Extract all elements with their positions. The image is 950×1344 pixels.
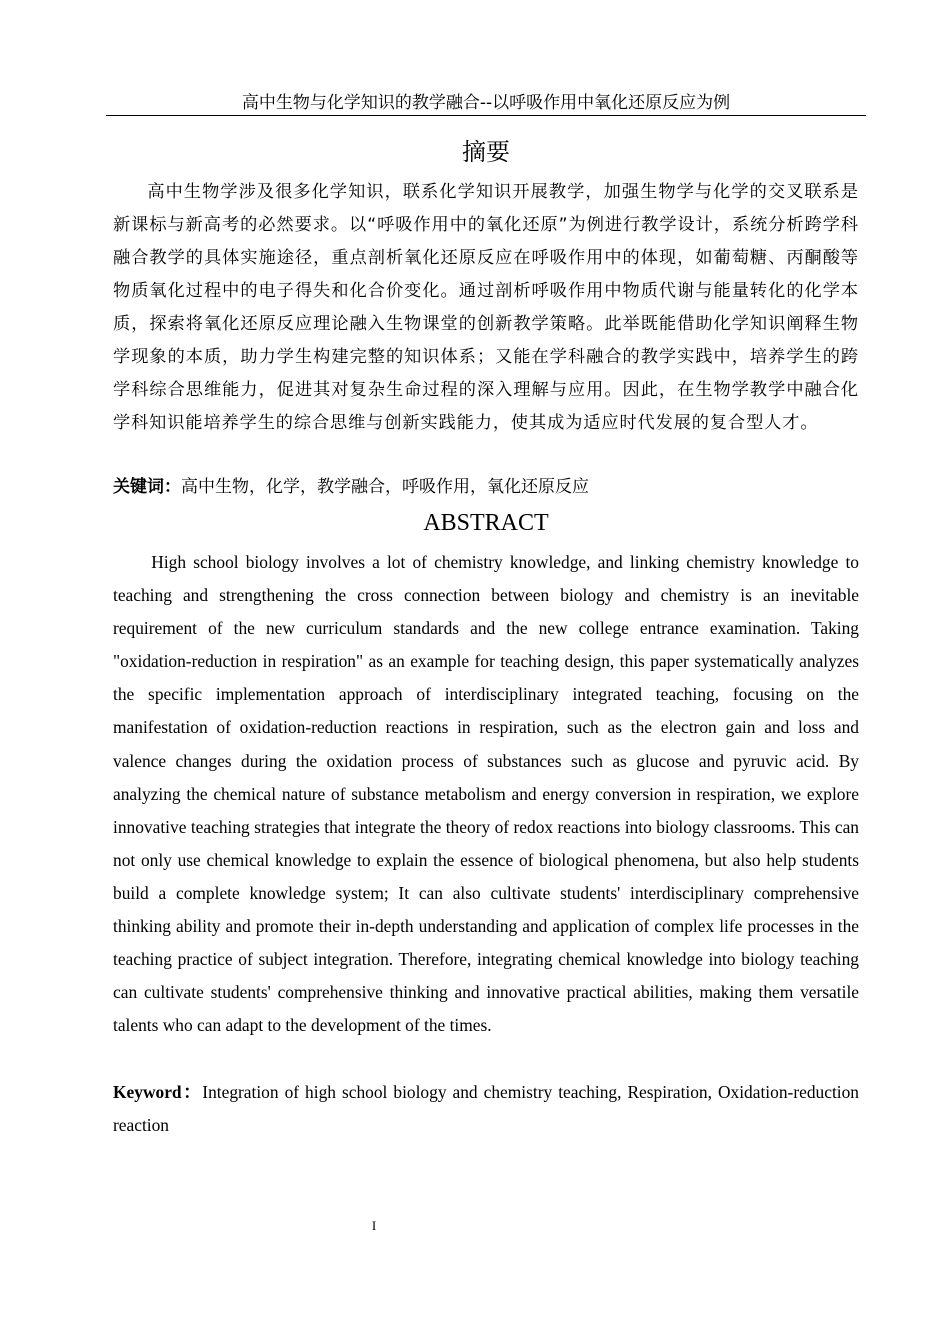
running-header: 高中生物与化学知识的教学融合--以呼吸作用中氧化还原反应为例 — [241, 93, 731, 113]
english-abstract-title: ABSTRACT — [423, 510, 549, 536]
english-abstract-body: High school biology involves a lot of chemistry knowledge, and linking chemistry knowledge to teaching and strengthening the cross connection between biology and chemistry is an inevitable requirement of the new curriculum standards and the new college entrance examination. Taking "oxidation-reduction in respiration" as an example for teaching design, this paper systematically analyzes the specific implementation approach of interdisciplinary integrated teaching, focusing on the manifestation of oxidation-reduction reactions in respiration, such as the electron gain and loss and valence changes during the oxidation process of substances such as glucose and pyruvic acid. By analyzing the chemical nature of substance metabolism and energy conversion in respiration, we explore innovative teaching strategies that integrate the theory of redox reactions into biology classrooms. This can not only use chemical knowledge to explain the essence of biological phenomena, but also help students build a complete knowledge system; It can also cultivate students' interdisciplinary comprehensive thinking ability and promote their in-depth understanding and application of complex life processes in the teaching practice of subject integration. Therefore, integrating chemical knowledge into biology teaching can cultivate students' comprehensive thinking and innovative practical abilities, making them versatile talents who can adapt to the development of the times. — [113, 552, 859, 1036]
chinese-keywords-label: 关键词： — [113, 477, 181, 497]
chinese-keywords-text: 高中生物，化学，教学融合，呼吸作用，氧化还原反应 — [181, 477, 589, 497]
chinese-abstract-body: 高中生物学涉及很多化学知识，联系化学知识开展教学，加强生物学与化学的交叉联系是新课标与新高考的必然要求。以“呼吸作用中的氧化还原”为例进行教学设计，系统分析跨学科融合教学的具体实施途径，重点剖析氧化还原反应在呼吸作用中的体现，如葡萄糖、丙酮酸等物质氧化过程中的电子得失和化合价变化。通过剖析呼吸作用中物质代谢与能量转化的化学本质，探索将氧化还原反应理论融入生物课堂的创新教学策略。此举既能借助化学知识阐释生物学现象的本质，助力学生构建完整的知识体系；又能在学科融合的教学实践中，培养学生的跨学科综合思维能力，促进其对复杂生命过程的深入理解与应用。因此，在生物学教学中融合化学科知识能培养学生的综合思维与创新实践能力，使其成为适应时代发展的复合型人才。 — [113, 182, 859, 433]
page-number: I — [371, 1218, 377, 1233]
english-keywords-label: Keyword： — [113, 1082, 203, 1102]
chinese-abstract-title: 摘要 — [462, 138, 510, 166]
header-rule — [106, 115, 866, 116]
english-keywords-text: Integration of high school biology and chemistry teaching, Respiration, Oxidation-reduction reaction — [113, 1082, 859, 1136]
english-keywords — [113, 1076, 859, 1142]
chinese-keywords — [113, 471, 859, 504]
